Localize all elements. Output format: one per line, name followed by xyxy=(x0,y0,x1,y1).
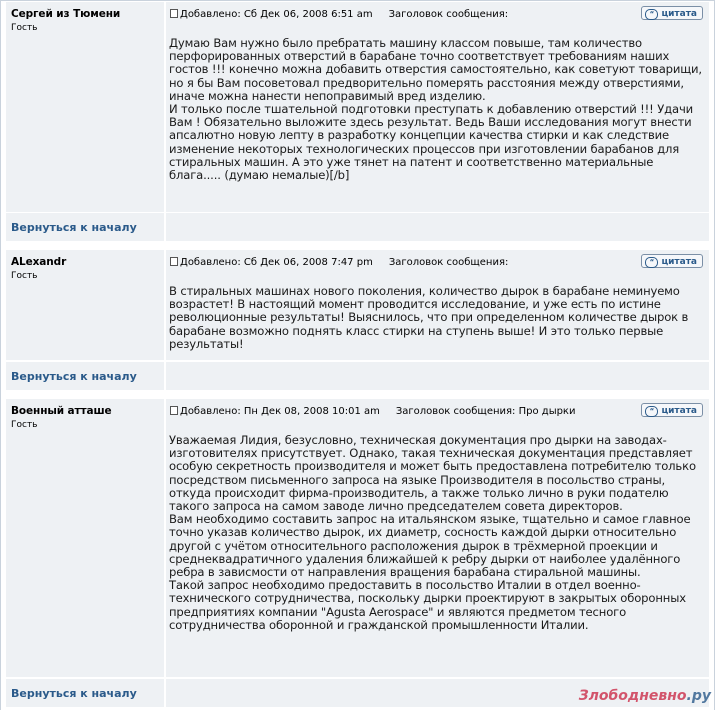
back-to-top-link[interactable]: Вернуться к началу xyxy=(11,687,137,700)
post-icon[interactable] xyxy=(170,257,178,266)
post-paragraph: В стиральных машинах нового поколения, количество дырок в барабане неминуемо возрастет! В настоящий момент проводится исследование, и уже есть по истине революционные результаты! Выяснилось, что при определенном количестве дырок в барабане возможно поднять класс стирки на ступень выше! И это только первые результаты! xyxy=(169,284,689,351)
quote-button[interactable] xyxy=(641,403,703,417)
post-2-footer xyxy=(0,362,715,390)
quote-button-label: цитата xyxy=(661,9,697,19)
post-author-cell xyxy=(6,250,164,360)
author-name[interactable]: ALexandr xyxy=(11,256,67,268)
author-name[interactable]: Сергей из Тюмени xyxy=(11,8,121,20)
author-rank: Гость xyxy=(11,420,38,430)
quote-button[interactable] xyxy=(641,6,703,20)
frame-top xyxy=(0,0,715,1)
post-header xyxy=(170,406,575,417)
post-1 xyxy=(0,2,715,212)
post-paragraph: Уважаемая Лидия, безусловно, техническая документация про дырки на заводах-изготовителях присутствует. Однако, такая техническая документация представляет особую секретность производителя и может быть предоставлена потребителю только посредством письменного запроса на языке Производителя в посольство страны, откуда происходит фирма-производитель, а также только лично в руки подателю такого запроса на самом заводе лично председателем совета директоров. xyxy=(169,433,696,514)
footer-right-cell xyxy=(166,213,709,241)
footer-left-cell xyxy=(6,213,164,241)
post-date: Добавлено: Сб Дек 06, 2008 7:47 pm xyxy=(180,257,373,268)
quote-button-label: цитата xyxy=(661,257,697,267)
post-1-footer xyxy=(0,213,715,241)
post-header xyxy=(170,9,508,20)
post-icon[interactable] xyxy=(170,406,178,415)
footer-left-cell xyxy=(6,362,164,390)
post-paragraph: Вам необходимо составить запрос на итальянском языке, тщательно и самое главное точно указав количество дырок, их диаметр, сосность каждой дырки относительно другой с учётом относительного расположения дырок в трёхмерной проекции и среднеквадратичного удаления ближайшей к ребру дырки от наиболее удалённого ребра в зависмости от направления вращения барабана стиральной машины. xyxy=(169,512,691,580)
post-author-cell xyxy=(6,399,164,677)
post-text xyxy=(169,434,705,632)
post-2 xyxy=(0,250,715,360)
quote-icon: “ xyxy=(645,406,658,417)
back-to-top-link[interactable]: Вернуться к началу xyxy=(11,370,137,383)
post-icon[interactable] xyxy=(170,9,178,18)
author-name[interactable]: Военный атташе xyxy=(11,405,112,417)
post-paragraph: И только после тшательной подготовки преступать к добавлению отверстий !!! Удачи Вам ! Обязательно выложите здесь результат. Ведь Ваши исследования могут внести апсалютно новую лепту в разработку концепции качества стирки и как следствие изменение некоторых технологических процессов при изготовлении барабанов для стиральных машин. А это уже тянет на патент и соответственно материальные блага..... (думаю немалые)[/b] xyxy=(169,102,694,183)
subject-value: Про дырки xyxy=(518,406,576,417)
quote-icon: “ xyxy=(645,9,658,20)
watermark-main: Злободневно xyxy=(578,688,687,704)
post-author-cell xyxy=(6,2,164,212)
quote-button[interactable] xyxy=(641,254,703,268)
footer-right-cell xyxy=(166,362,709,390)
watermark-logo xyxy=(579,688,711,704)
author-rank: Гость xyxy=(11,271,38,281)
subject-label: Заголовок сообщения: xyxy=(388,257,509,268)
watermark-suffix: .ру xyxy=(686,688,711,704)
post-body-cell xyxy=(166,399,709,677)
post-paragraph: Такой запрос необходимо предоставить в посольство Италии в отдел военно-технического сотрудничества, поскольку дырки проектируют в закрытых оборонных предприятиях компании "Agusta Aerospace" и являются предметом тесного сотрудничества оборонной и гражданской промышленности Италии. xyxy=(169,578,686,632)
post-header xyxy=(170,257,508,268)
post-body-cell xyxy=(166,2,709,212)
subject-label: Заголовок сообщения: xyxy=(395,406,516,417)
post-3 xyxy=(0,399,715,677)
author-rank: Гость xyxy=(11,23,38,33)
back-to-top-link[interactable]: Вернуться к началу xyxy=(11,221,137,234)
post-date: Добавлено: Сб Дек 06, 2008 6:51 am xyxy=(180,9,373,20)
post-text xyxy=(169,37,705,182)
post-text xyxy=(169,285,705,351)
post-date: Добавлено: Пн Дек 08, 2008 10:01 am xyxy=(180,406,380,417)
footer-left-cell xyxy=(6,679,164,707)
quote-button-label: цитата xyxy=(661,406,697,416)
post-paragraph: Думаю Вам нужно было пребратать машину классом повыше, там количество перфорированных отверстий в барабане точно соответствует требованиям наших гостов !!! конечно можна добавить отверстия самостоятельно, как советуют товарищи, но я бы Вам посоветовал предворительно померять расстояния между отверстиями, иначе можна нанести непоправимый вред изделию. xyxy=(169,36,702,103)
quote-icon: “ xyxy=(645,257,658,268)
subject-label: Заголовок сообщения: xyxy=(388,9,509,20)
post-body-cell xyxy=(166,250,709,360)
